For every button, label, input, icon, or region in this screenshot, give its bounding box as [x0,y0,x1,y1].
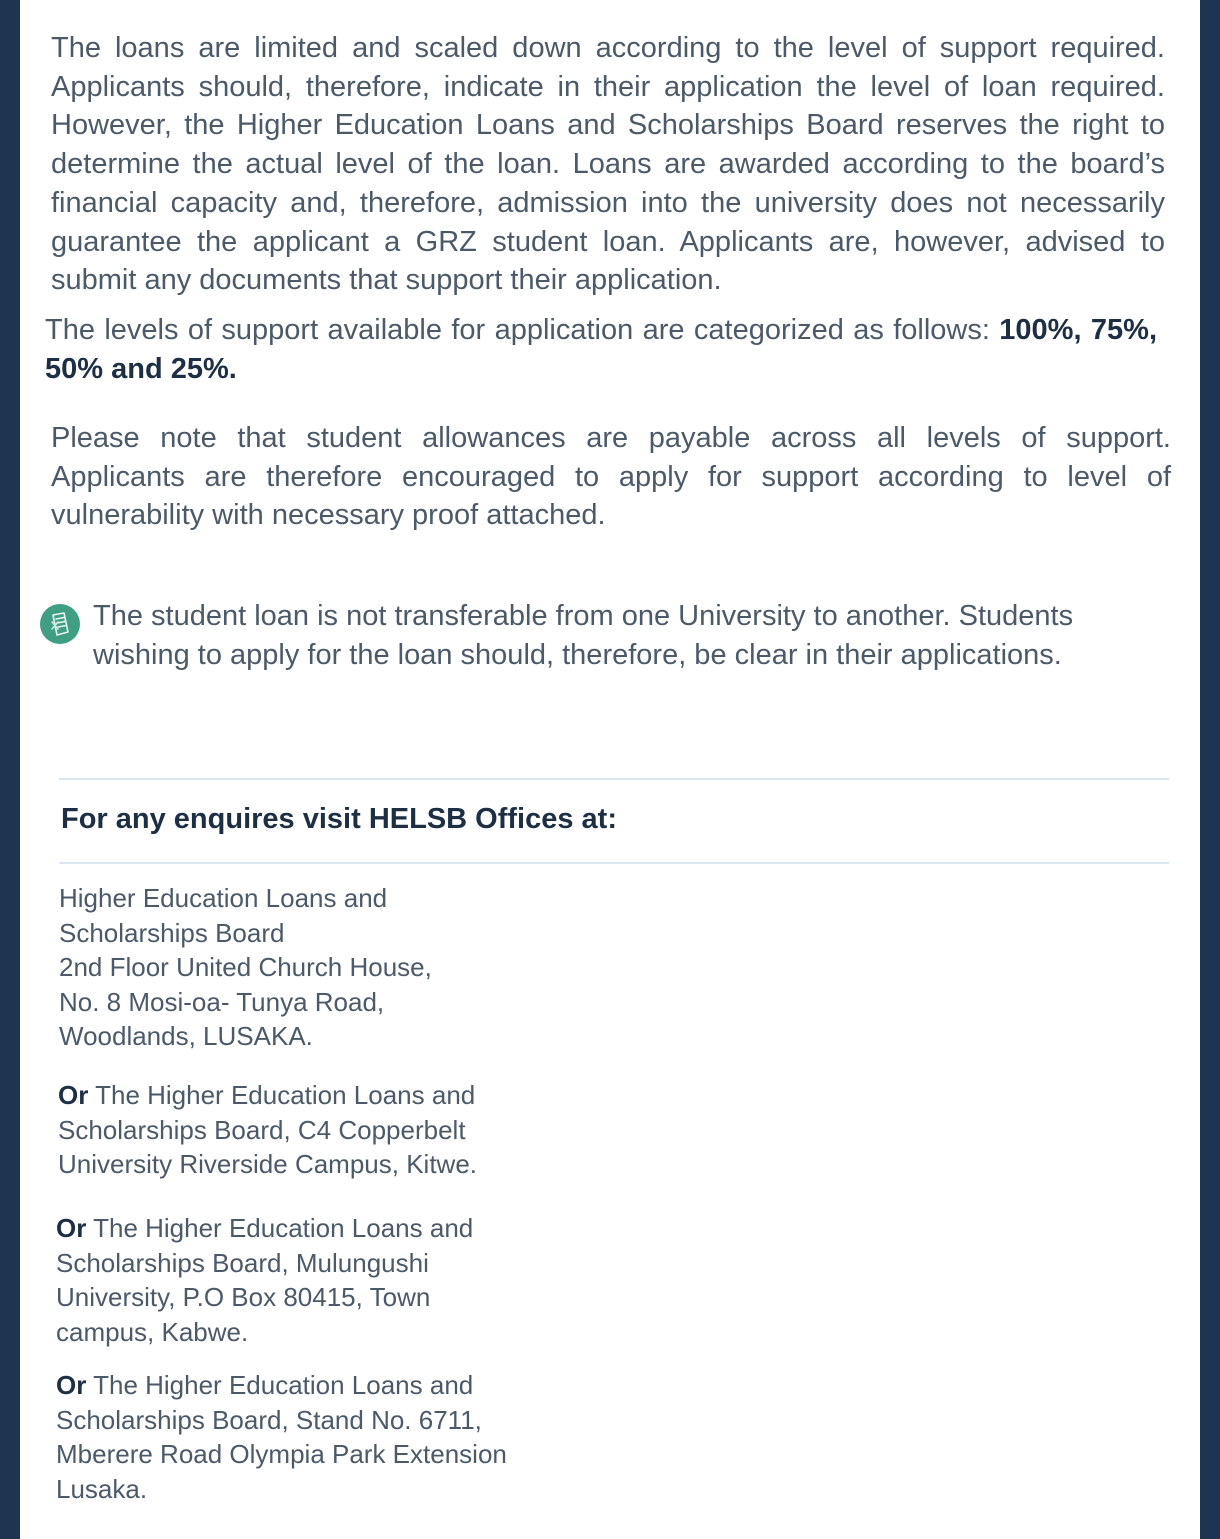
address-line: University, P.O Box 80415, Town [56,1282,431,1312]
support-levels-paragraph [45,311,1157,388]
allowances-paragraph: Please note that student allowances are payable across all levels of support. Applicants are therefore encouraged to apply for support according to level of vulnerability with necessary proof attached. [51,422,1171,532]
address-line-text: The Higher Education Loans and [88,1080,476,1110]
address-line: University Riverside Campus, Kitwe. [58,1149,478,1179]
transfer-note-text [93,597,1073,675]
support-levels-text: The levels of support available for application are categorized as follows: [45,314,1000,346]
divider-top [59,778,1169,780]
address-line [56,1368,536,1403]
address-line: Higher Education Loans and [59,883,388,913]
page-border-left [0,0,20,1539]
address-line: Scholarships Board [59,917,285,948]
transfer-note-line: The student loan is not transferable from one University to another. Students [93,600,1074,632]
address-line: Woodlands, LUSAKA. [59,1021,313,1051]
address-line: campus, Kabwe. [56,1316,249,1347]
address-line-text: The Higher Education Loans and [86,1370,474,1400]
address-lusaka-office [59,881,519,1054]
address-line: Scholarships Board, Stand No. 6711, [56,1404,482,1435]
address-line: Mberere Road Olympia Park Extension [56,1439,507,1469]
address-line [56,1211,516,1246]
address-line-text: The Higher Education Loans and [86,1213,474,1243]
transfer-note-line: wishing to apply for the loan should, therefore, be clear in their applications. [93,639,1062,671]
or-label: Or [56,1213,87,1243]
enquiries-heading: For any enquires visit HELSB Offices at: [61,803,617,835]
address-line [58,1078,518,1113]
address-olympia-office [56,1368,536,1506]
address-line: Scholarships Board, Mulungushi [56,1247,429,1278]
or-label: Or [56,1370,87,1400]
support-levels-values: 100%, 75%, 50% and 25%. [45,314,1157,385]
divider-bottom [59,862,1169,864]
address-line: Lusaka. [56,1473,148,1504]
transfer-note [40,597,1140,675]
loan-levels-paragraph: The loans are limited and scaled down according to the level of support required. Applicants should, therefore, indicate in their application the level of loan required. However, the Higher Education Loans and Scholarships Board reserves the right to determine the actual level of the loan. Loans are awarded according to the board’s financial capacity and, therefore, admission into the university does not necessarily guarantee the applicant a GRZ student loan. Applicants are, however, advised to submit any documents that support their application. [51,32,1165,297]
or-label: Or [58,1080,89,1110]
document-check-icon [40,604,80,644]
address-line: No. 8 Mosi-oa- Tunya Road, [59,986,385,1017]
address-kabwe-office [56,1211,516,1349]
document-page [20,0,1200,1539]
address-line: 2nd Floor United Church House, [59,952,432,982]
page-border-right [1200,0,1220,1539]
address-line: Scholarships Board, C4 Copperbelt [58,1114,466,1145]
address-kitwe-office [58,1078,518,1182]
